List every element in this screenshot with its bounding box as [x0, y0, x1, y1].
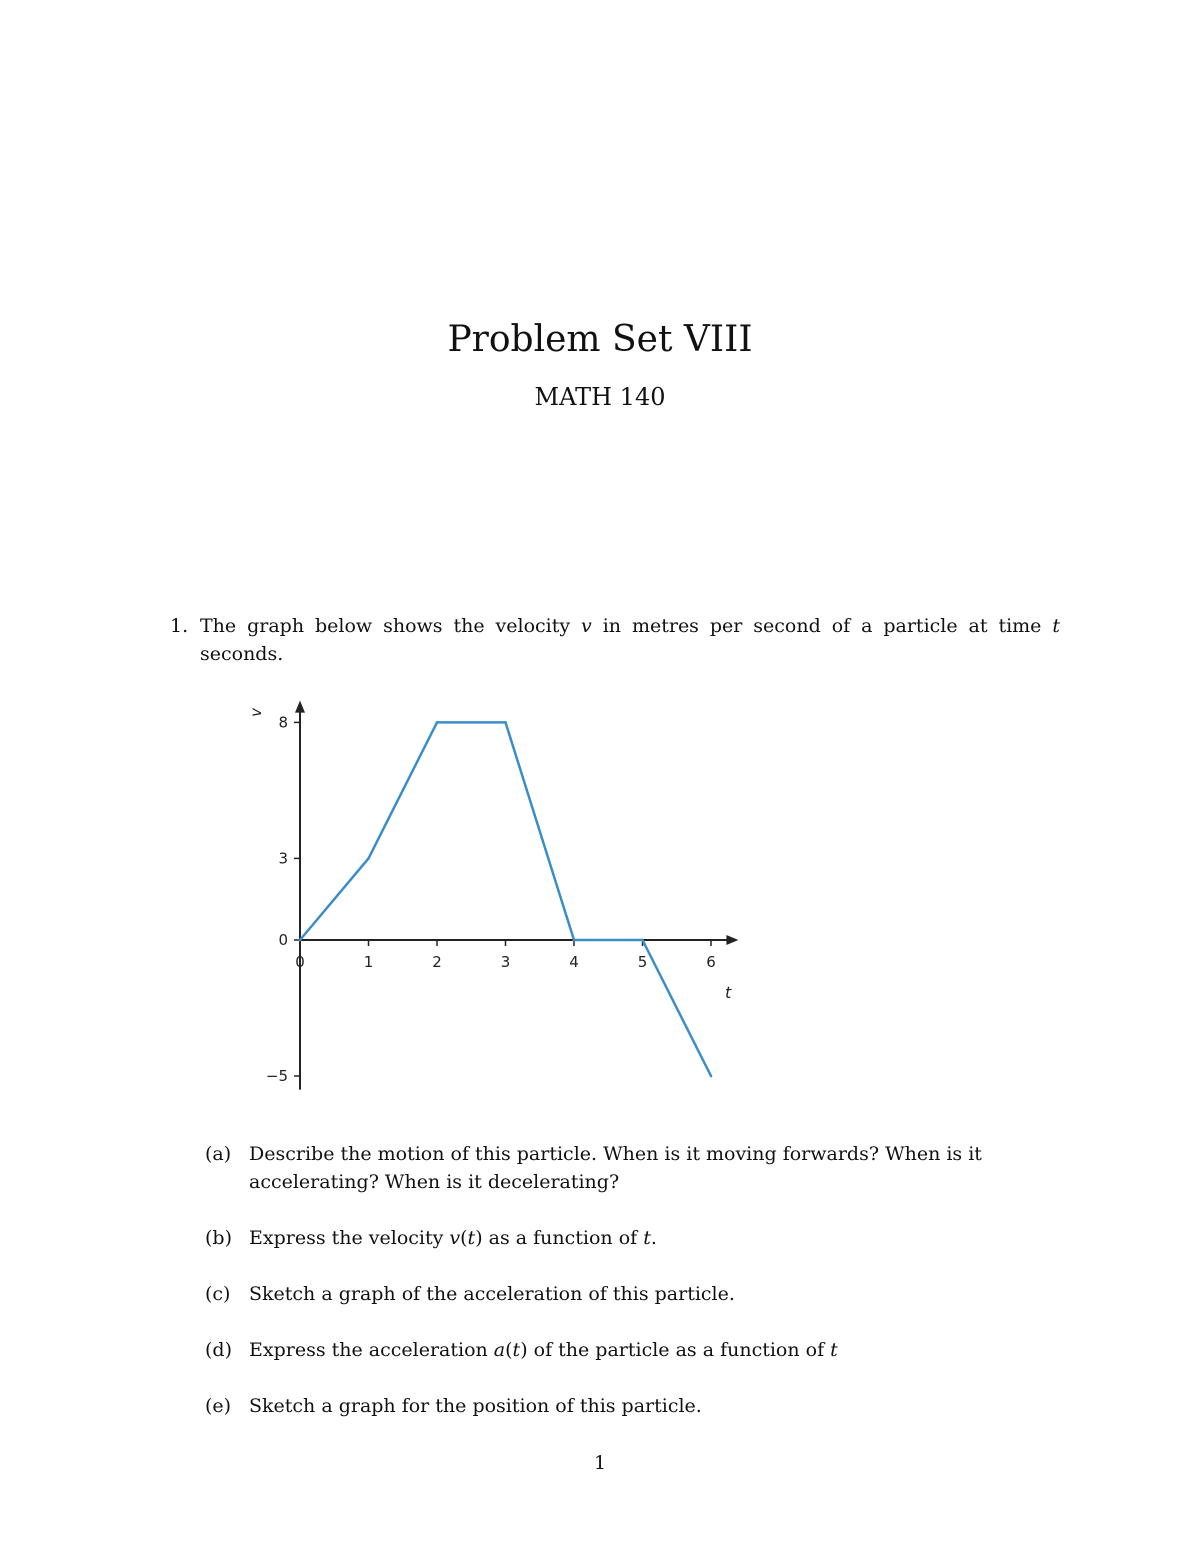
x-tick-label: 1 [363, 953, 374, 971]
x-tick-label: 6 [706, 953, 716, 971]
part-text-segment: Describe the motion of this particle. When is it moving forwards? When is it accelerating? When is it decelerating? [249, 1143, 982, 1193]
part-text-segment: Express the velocity [249, 1227, 450, 1249]
part-text-segment: Sketch a graph of the acceleration of this particle. [249, 1283, 735, 1305]
course-name: MATH 140 [534, 383, 666, 411]
problem-number: 1. [170, 615, 189, 637]
part-text-segment: a [493, 1339, 506, 1361]
data-point [367, 857, 370, 860]
part-label: (c) [205, 1283, 231, 1305]
x-tick-label: 2 [432, 953, 442, 971]
y-axis-label: v [247, 707, 265, 717]
part-label: (a) [205, 1143, 232, 1165]
problem-text-2: in metres per second of a particle at time [591, 615, 1053, 637]
data-point [504, 721, 507, 724]
y-tick-label: 8 [278, 713, 288, 732]
data-point [436, 721, 439, 724]
part-text-segment: t [512, 1339, 521, 1361]
part-text [249, 1140, 1060, 1196]
part-text [249, 1224, 1060, 1252]
y-tick-label: −5 [265, 1067, 288, 1085]
y-tick-label: 0 [278, 931, 288, 949]
y-tick-label: 3 [278, 849, 288, 868]
part-label: (d) [205, 1339, 232, 1361]
x-tick-label: 0 [295, 953, 305, 971]
part-text-segment: Express the acceleration [249, 1339, 494, 1361]
x-axis-arrow [726, 935, 738, 945]
question-part [205, 1336, 1060, 1364]
question-part [205, 1280, 1060, 1308]
problem-var-t: t [1052, 615, 1060, 637]
part-text [249, 1392, 1060, 1420]
part-text-segment: ) as a function of [475, 1227, 644, 1249]
part-text-segment: . [650, 1227, 657, 1249]
part-text-segment: v [449, 1227, 461, 1249]
data-point [710, 1075, 713, 1078]
part-label: (b) [205, 1227, 232, 1249]
x-tick-label: 5 [637, 953, 648, 971]
page-title: Problem Set VIII [447, 319, 753, 360]
problem-statement [200, 612, 1060, 668]
question-part [205, 1224, 1060, 1252]
problem-var-v: v [581, 615, 592, 637]
x-axis-label: t [724, 983, 732, 1002]
question-parts [205, 1140, 1060, 1448]
page-number: 1 [593, 1452, 607, 1474]
x-tick-label: 4 [569, 953, 579, 971]
question-part [205, 1392, 1060, 1420]
part-label: (e) [205, 1395, 232, 1417]
data-point [299, 939, 302, 942]
series-line [300, 722, 711, 1076]
part-text-segment: t [467, 1227, 476, 1249]
y-axis-arrow [295, 701, 305, 713]
part-text-segment: Sketch a graph for the position of this particle. [249, 1395, 702, 1417]
part-text-segment: ( [460, 1227, 468, 1249]
part-text-segment: ( [505, 1339, 513, 1361]
problem-1 [170, 612, 1060, 668]
part-text [249, 1280, 1060, 1308]
x-tick-label: 3 [500, 953, 511, 971]
part-text-segment: t [830, 1339, 838, 1361]
data-point [641, 939, 644, 942]
velocity-chart [247, 690, 770, 1110]
question-part [205, 1140, 1060, 1196]
data-point [573, 939, 576, 942]
problem-text-3: seconds. [200, 643, 284, 665]
part-text [249, 1336, 1060, 1364]
problem-text-1: The graph below shows the velocity [200, 615, 582, 637]
part-text-segment: ) of the particle as a function of [520, 1339, 831, 1361]
part-text-segment: t [643, 1227, 651, 1249]
